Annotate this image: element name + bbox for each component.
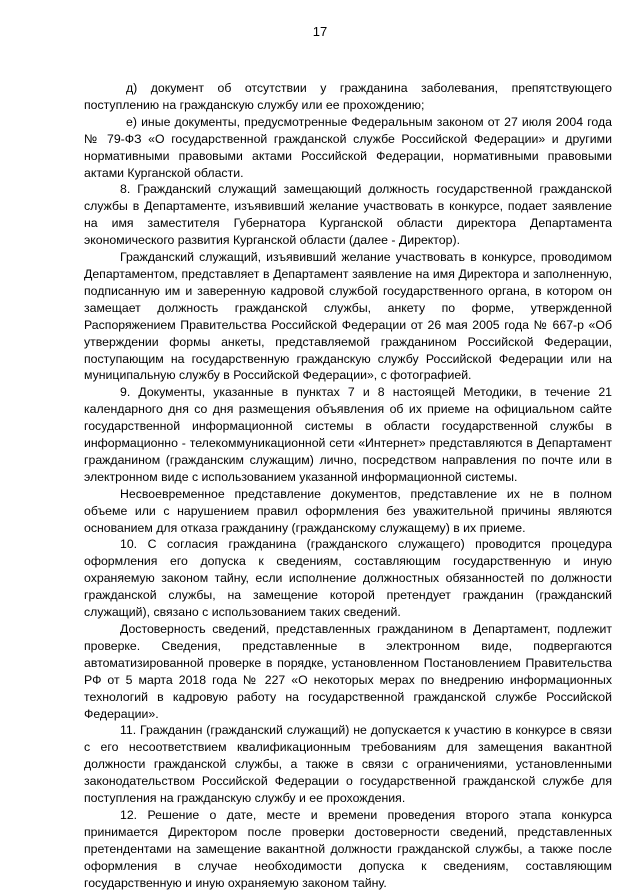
paragraph-e-other-documents: е) иные документы, предусмотренные Федеральным законом от 27 июля 2004 года № 79-ФЗ «О государственной гражданской службе Российской Федерации» и другими нормативными правовыми актами Российской Федерации, нормативными правовыми актами Курганской области. <box>84 114 612 180</box>
paragraph-11-non-admission: 11. Гражданин (гражданский служащий) не допускается к участию в конкурсе в связи с его несоответствием квалификационным требованиям для замещения вакантной должности гражданской службы, а также в связи с ограничениями, установленными законодательством Российской Федерации о государственной гражданской службе для поступления на гражданскую службу и ее прохождения. <box>84 723 612 806</box>
document-body <box>84 80 612 892</box>
paragraph-10-secrecy-clearance: 10. С согласия гражданина (гражданского служащего) проводится процедура оформления его допуска к сведениям, составляющим государственную и иную охраняемую законом тайну, если исполнение должностных обязанностей по должности гражданской службы, на замещение которой претендует гражданин (гражданский служащий), связано с использованием таких сведений. <box>84 537 612 620</box>
paragraph-12-second-stage-decision: 12. Решение о дате, месте и времени проведения второго этапа конкурса принимается Директором после проверки достоверности сведений, представленных претендентами на замещение вакантной должности гражданской службы, а также после оформления в случае необходимости допуска к сведениям, составляющим государственную и иную охраняемую законом тайну. <box>84 807 612 890</box>
paragraph-civil-servant-questionnaire: Гражданский служащий, изъявивший желание участвовать в конкурсе, проводимом Департаментом, представляет в Департамент заявление на имя Директора и заполненную, подписанную им и заверенную кадровой службой государственного органа, в котором он замещает должность гражданской службы, анкету по форме, утвержденной Распоряжением Правительства Российской Федерации от 26 мая 2005 года № 667-р «Об утверждении формы анкеты, представляемой гражданином Российской Федерации, поступающим на государственную гражданскую службу Российской Федерации или на муниципальную службу в Российской Федерации», с фотографией. <box>84 250 612 383</box>
page-number: 17 <box>312 24 328 39</box>
paragraph-8-civil-servant-application: 8. Гражданский служащий замещающий должность государственной гражданской службы в Департаменте, изъявивший желание участвовать в конкурсе, подает заявление на имя заместителя Губернатора Курганской области директора Департамента экономического развития Курганской области (далее - Директор). <box>84 182 612 248</box>
paragraph-d-medical-document: д) документ об отсутствии у гражданина заболевания, препятствующего поступлению на гражданскую службу или ее прохождению; <box>84 81 612 112</box>
paragraph-data-verification: Достоверность сведений, представленных гражданином в Департамент, подлежит проверке. Сведения, представленные в электронном виде, подвергаются автоматизированной проверке в порядке, установленном Постановлением Правительства РФ от 5 марта 2018 года № 227 «О некоторых мерах по внедрению информационных технологий в кадровую работу на государственной гражданской службе Российской Федерации». <box>84 622 612 721</box>
paragraph-late-submission: Несвоевременное представление документов, представление их не в полном объеме или с нарушением правил оформления без уважительной причины являются основанием для отказа гражданину (гражданскому служащему) в их приеме. <box>84 486 612 535</box>
paragraph-9-document-submission: 9. Документы, указанные в пунктах 7 и 8 настоящей Методики, в течение 21 календарного дня со дня размещения объявления об их приеме на официальном сайте государственной информационной системы в области государственной службы в информационно - телекоммуникационной сети «Интернет» представляются в Департамент гражданином (гражданским служащим) лично, посредством направления по почте или в электронном виде с использованием указанной информационной системы. <box>84 385 612 484</box>
